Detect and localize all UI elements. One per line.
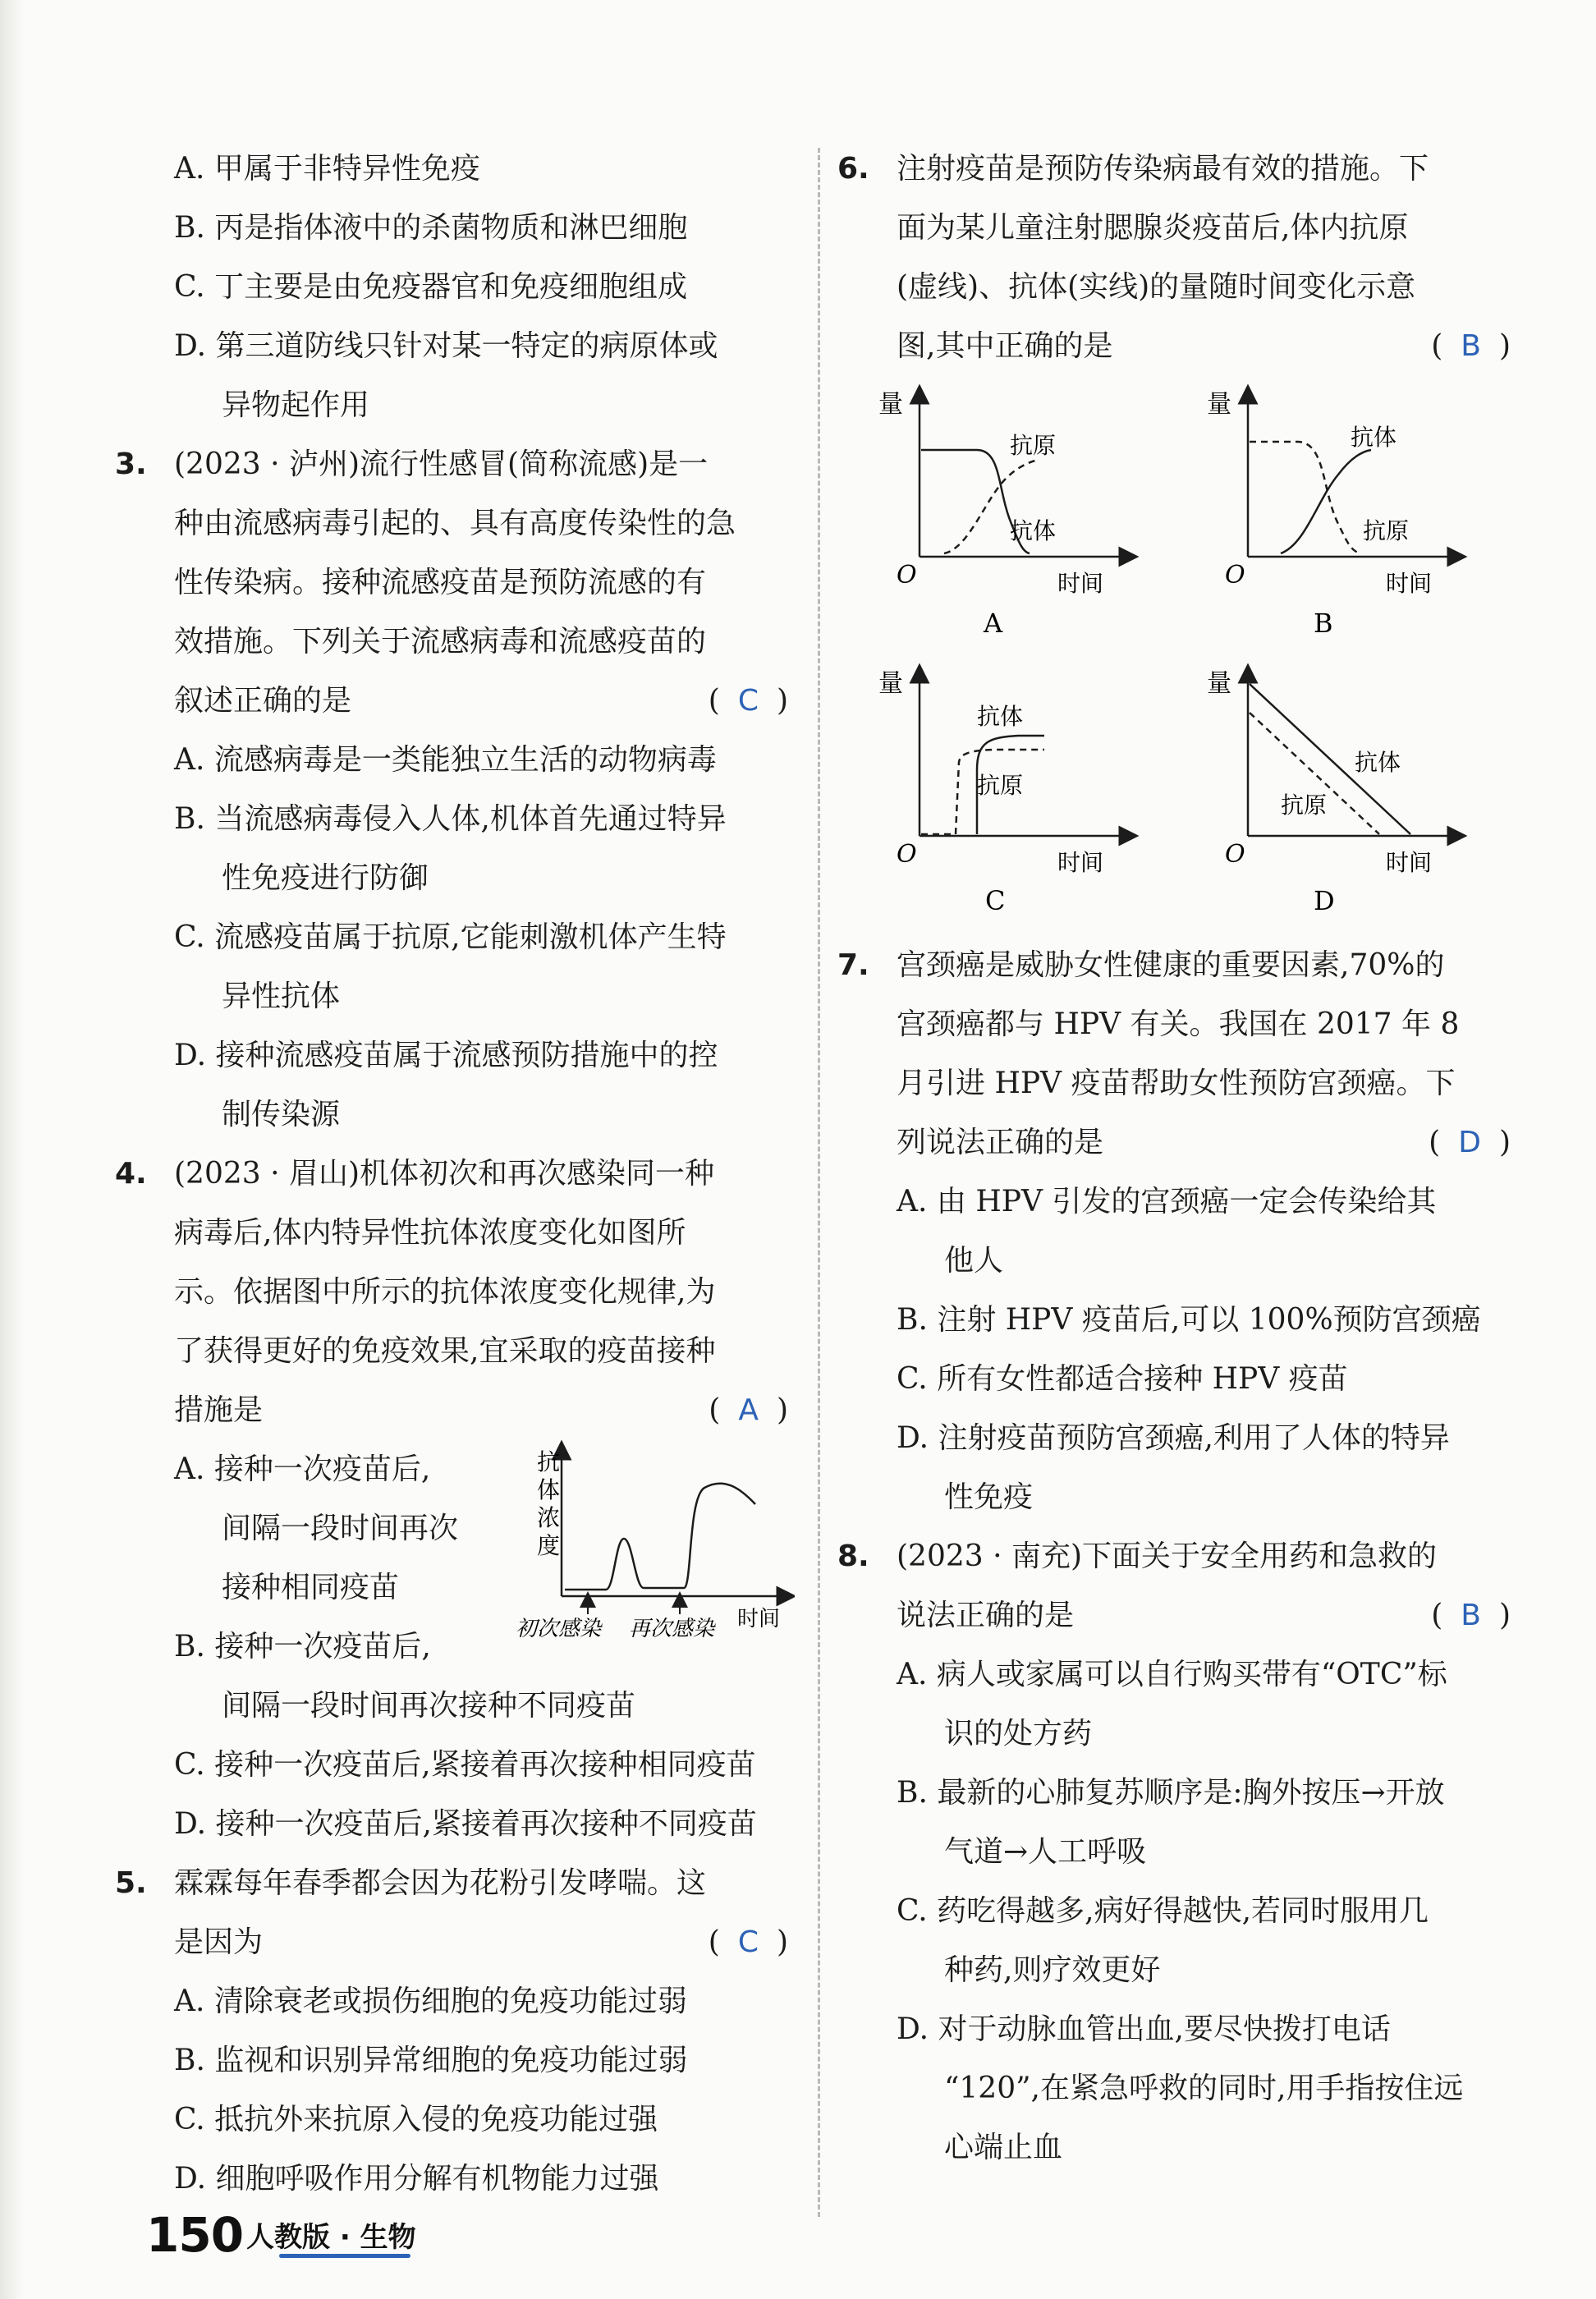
q4-option-a: A. 接种一次疫苗后, [174,1452,431,1486]
q4-mark2: 再次感染 [629,1617,715,1637]
q5-block [115,1854,788,2209]
q3-stem-2: 种由流感病毒引起的、具有高度传染性的急 [174,507,736,540]
q7-block [837,936,1511,1527]
q5-option-d: D. 细胞呼吸作用分解有机物能力过强 [174,2162,659,2196]
q2-option-c: C. 丁主要是由免疫器官和免疫细胞组成 [174,270,688,304]
q5-stem-1: 霖霖每年春季都会因为花粉引发哮喘。这 [174,1866,707,1900]
q6a-caption: A [984,608,1003,639]
q8-answer-bracket: ( B ) [1431,1586,1511,1645]
q8-answer: B [1461,1599,1481,1632]
q4-stem-last [131,1381,788,1440]
q8-block [837,1527,1511,2177]
q6d-ylabel: 量 [1207,669,1231,698]
q6-stem-last [854,317,1511,376]
q8-number: 8. [837,1540,869,1573]
q2-block [131,140,788,435]
q8-option-d: D. 对于动脉血管出血,要尽快拨打电话 [897,2012,1391,2046]
left-column [115,140,788,2209]
q6-stem-1: 注射疫苗是预防传染病最有效的措施。下 [897,152,1429,186]
q5-number: 5. [115,1866,147,1900]
q6b-caption: B [1314,608,1333,639]
right-column [837,140,1511,2177]
q7-stem-2: 宫颈癌都与 HPV 有关。我国在 2017 年 8 [897,1007,1460,1041]
q4-option-a-cont2: 接种相同疫苗 [222,1571,400,1604]
q4-stem-5: 措施是 [174,1393,264,1427]
q7-answer-bracket: ( D ) [1429,1113,1511,1172]
q4-option-c: C. 接种一次疫苗后,紧接着再次接种相同疫苗 [174,1748,756,1782]
q2-option-b: B. 丙是指体液中的杀菌物质和淋巴细胞 [174,211,688,245]
q5-option-b: B. 监视和识别异常细胞的免疫功能过弱 [174,2044,688,2077]
q6b-solid-curve [1281,450,1371,553]
q8-option-b-cont: 气道→人工呼吸 [944,1835,1147,1869]
q8-option-c: C. 药吃得越多,病好得越快,若同时服用几 [897,1894,1429,1928]
q8-option-a: A. 病人或家属可以自行购买带有“OTC”标 [897,1658,1447,1691]
q7-option-d-cont: 性免疫 [944,1480,1034,1514]
q4-answer: A [738,1393,759,1427]
q7-option-d: D. 注射疫苗预防宫颈癌,利用了人体的特异 [897,1421,1450,1455]
q6-graph-d [1207,669,1457,916]
q7-stem-last [854,1113,1511,1172]
q3-stem-5: 叙述正确的是 [174,684,352,718]
q8-option-d-cont2: 心端止血 [944,2131,1063,2164]
q6a-label-antigen: 抗原 [1010,432,1057,459]
q6-stem-line [837,140,1511,199]
q7-option-b: B. 注射 HPV 疫苗后,可以 100%预防宫颈癌 [897,1303,1481,1337]
q5-stem-last [131,1913,788,1972]
q6b-label-antibody: 抗体 [1351,424,1397,451]
q3-stem-line [115,435,788,494]
q8-option-c-cont: 种药,则疗效更好 [944,1953,1161,1987]
q8-stem-line [837,1527,1511,1586]
q3-number: 3. [115,447,147,481]
q4-stem-1: (2023 · 眉山)机体初次和再次感染同一种 [174,1157,715,1191]
q7-stem-1: 宫颈癌是威胁女性健康的重要因素,70%的 [897,948,1445,982]
q7-option-c: C. 所有女性都适合接种 HPV 疫苗 [897,1362,1348,1396]
q3-option-c-cont: 异性抗体 [222,980,341,1013]
q8-stem-1: (2023 · 南充)下面关于安全用药和急救的 [897,1540,1438,1573]
q6c-ylabel: 量 [878,669,903,698]
q6d-label-antigen: 抗原 [1281,792,1328,819]
q7-stem-line [837,936,1511,995]
q4-stem-2: 病毒后,体内特异性抗体浓度变化如图所 [174,1216,686,1250]
q8-option-a-cont: 识的处方药 [944,1717,1093,1751]
q4-mark1: 初次感染 [516,1617,602,1637]
q5-option-c: C. 抵抗外来抗原入侵的免疫功能过强 [174,2103,658,2136]
q3-stem-last [131,672,788,731]
q6b-origin: O [1225,561,1245,590]
q4-block [115,1145,788,1854]
q4-number: 4. [115,1157,147,1191]
q6d-caption: D [1314,885,1335,916]
q6b-label-antigen: 抗原 [1363,517,1410,544]
q4-curve [565,1484,755,1590]
q6b-dashed-curve [1250,442,1361,553]
q6c-xlabel: 时间 [1057,849,1104,876]
q3-option-d-cont: 制传染源 [222,1098,341,1131]
q4-stem-line [115,1145,788,1204]
q4-option-b-cont: 间隔一段时间再次接种不同疫苗 [222,1689,636,1723]
q6a-ylabel: 量 [878,390,903,419]
column-divider [818,148,820,2217]
q6-graphs [854,376,1511,943]
q6a-xlabel: 时间 [1057,570,1104,597]
q3-option-a: A. 流感病毒是一类能独立生活的动物病毒 [174,743,717,777]
q6-answer: B [1461,329,1481,363]
q6-stem-4: 图,其中正确的是 [897,329,1113,363]
q6-stem-2: 面为某儿童注射腮腺炎疫苗后,体内抗原 [897,211,1409,245]
q8-stem-2: 说法正确的是 [897,1599,1075,1632]
q6a-label-antibody: 抗体 [1010,517,1057,544]
q4-answer-bracket: ( A ) [709,1381,788,1440]
q6b-ylabel: 量 [1207,390,1231,419]
book-tag: 人教版 · 生物 [246,2221,416,2254]
q6-graph-a [878,390,1129,639]
q6-graph-b [1207,390,1457,639]
q4-option-a-cont1: 间隔一段时间再次 [222,1512,459,1545]
q4-ylabel-3: 浓 [537,1504,561,1531]
q5-stem-2: 是因为 [174,1925,264,1959]
q6c-caption: C [985,885,1006,916]
q6b-xlabel: 时间 [1386,570,1433,597]
q3-option-c: C. 流感疫苗属于抗原,它能刺激机体产生特 [174,920,727,954]
q6-stem-3: (虚线)、抗体(实线)的量随时间变化示意 [897,270,1416,304]
footer-underline [279,2254,410,2258]
q7-number: 7. [837,948,869,982]
q6c-label-antibody: 抗体 [977,703,1024,730]
q4-ylabel-1: 抗 [537,1448,561,1475]
q6c-origin: O [897,840,917,869]
q6-block [837,140,1511,943]
q6-answer-bracket: ( B ) [1431,317,1511,376]
q5-stem-line [115,1854,788,1913]
q6a-origin: O [897,561,917,590]
q4-stem-3: 示。依据图中所示的抗体浓度变化规律,为 [174,1275,716,1309]
q3-stem-3: 性传染病。接种流感疫苗是预防流感的有 [174,566,707,599]
q2-option-d-cont: 异物起作用 [222,388,370,422]
q7-option-a-cont: 他人 [944,1244,1004,1278]
q7-stem-3: 月引进 HPV 疫苗帮助女性预防宫颈癌。下 [897,1067,1456,1100]
q4-stem-4: 了获得更好的免疫效果,宜采取的疫苗接种 [174,1334,716,1368]
q6-graph-c [878,669,1129,916]
q3-option-b: B. 当流感病毒侵入人体,机体首先通过特异 [174,802,727,836]
q3-option-b-cont: 性免疫进行防御 [222,861,429,895]
q3-answer-bracket: ( C ) [709,672,788,731]
q8-stem-last [854,1586,1511,1645]
q6c-label-antigen: 抗原 [977,772,1024,799]
q6d-origin: O [1225,840,1245,869]
q6d-xlabel: 时间 [1386,849,1433,876]
q3-block [115,435,788,1145]
q6d-label-antibody: 抗体 [1355,749,1401,776]
q4-ylabel-2: 体 [537,1476,561,1503]
page-number: 150 [146,2207,244,2263]
q5-option-a: A. 清除衰老或损伤细胞的免疫功能过弱 [174,1985,687,2018]
q3-stem-4: 效措施。下列关于流感病毒和流感疫苗的 [174,625,707,658]
q8-option-b: B. 最新的心肺复苏顺序是:胸外按压→开放 [897,1776,1445,1810]
q4-antibody-graph [516,1440,795,1637]
q7-stem-4: 列说法正确的是 [897,1126,1104,1159]
q5-answer-bracket: ( C ) [709,1913,788,1972]
q2-option-a: A. 甲属于非特异性免疫 [174,152,480,186]
q4-xlabel: 时间 [737,1607,781,1631]
q4-option-d: D. 接种一次疫苗后,紧接着再次接种不同疫苗 [174,1807,757,1841]
q3-option-d: D. 接种流感疫苗属于流感预防措施中的控 [174,1039,718,1072]
page-edge-shadow [0,0,23,2299]
q3-answer: C [737,684,759,718]
q4-ylabel-4: 度 [537,1532,561,1559]
q7-option-a: A. 由 HPV 引发的宫颈癌一定会传染给其 [897,1185,1437,1218]
q8-option-d-cont1: “120”,在紧急呼救的同时,用手指按住远 [944,2072,1464,2105]
q2-option-d: D. 第三道防线只针对某一特定的病原体或 [174,329,718,363]
q7-answer: D [1458,1126,1481,1159]
q3-stem-1: (2023 · 泸州)流行性感冒(简称流感)是一 [174,447,709,481]
q5-answer: C [737,1925,759,1959]
q4-option-b: B. 接种一次疫苗后, [174,1630,431,1663]
q6-number: 6. [837,152,869,186]
